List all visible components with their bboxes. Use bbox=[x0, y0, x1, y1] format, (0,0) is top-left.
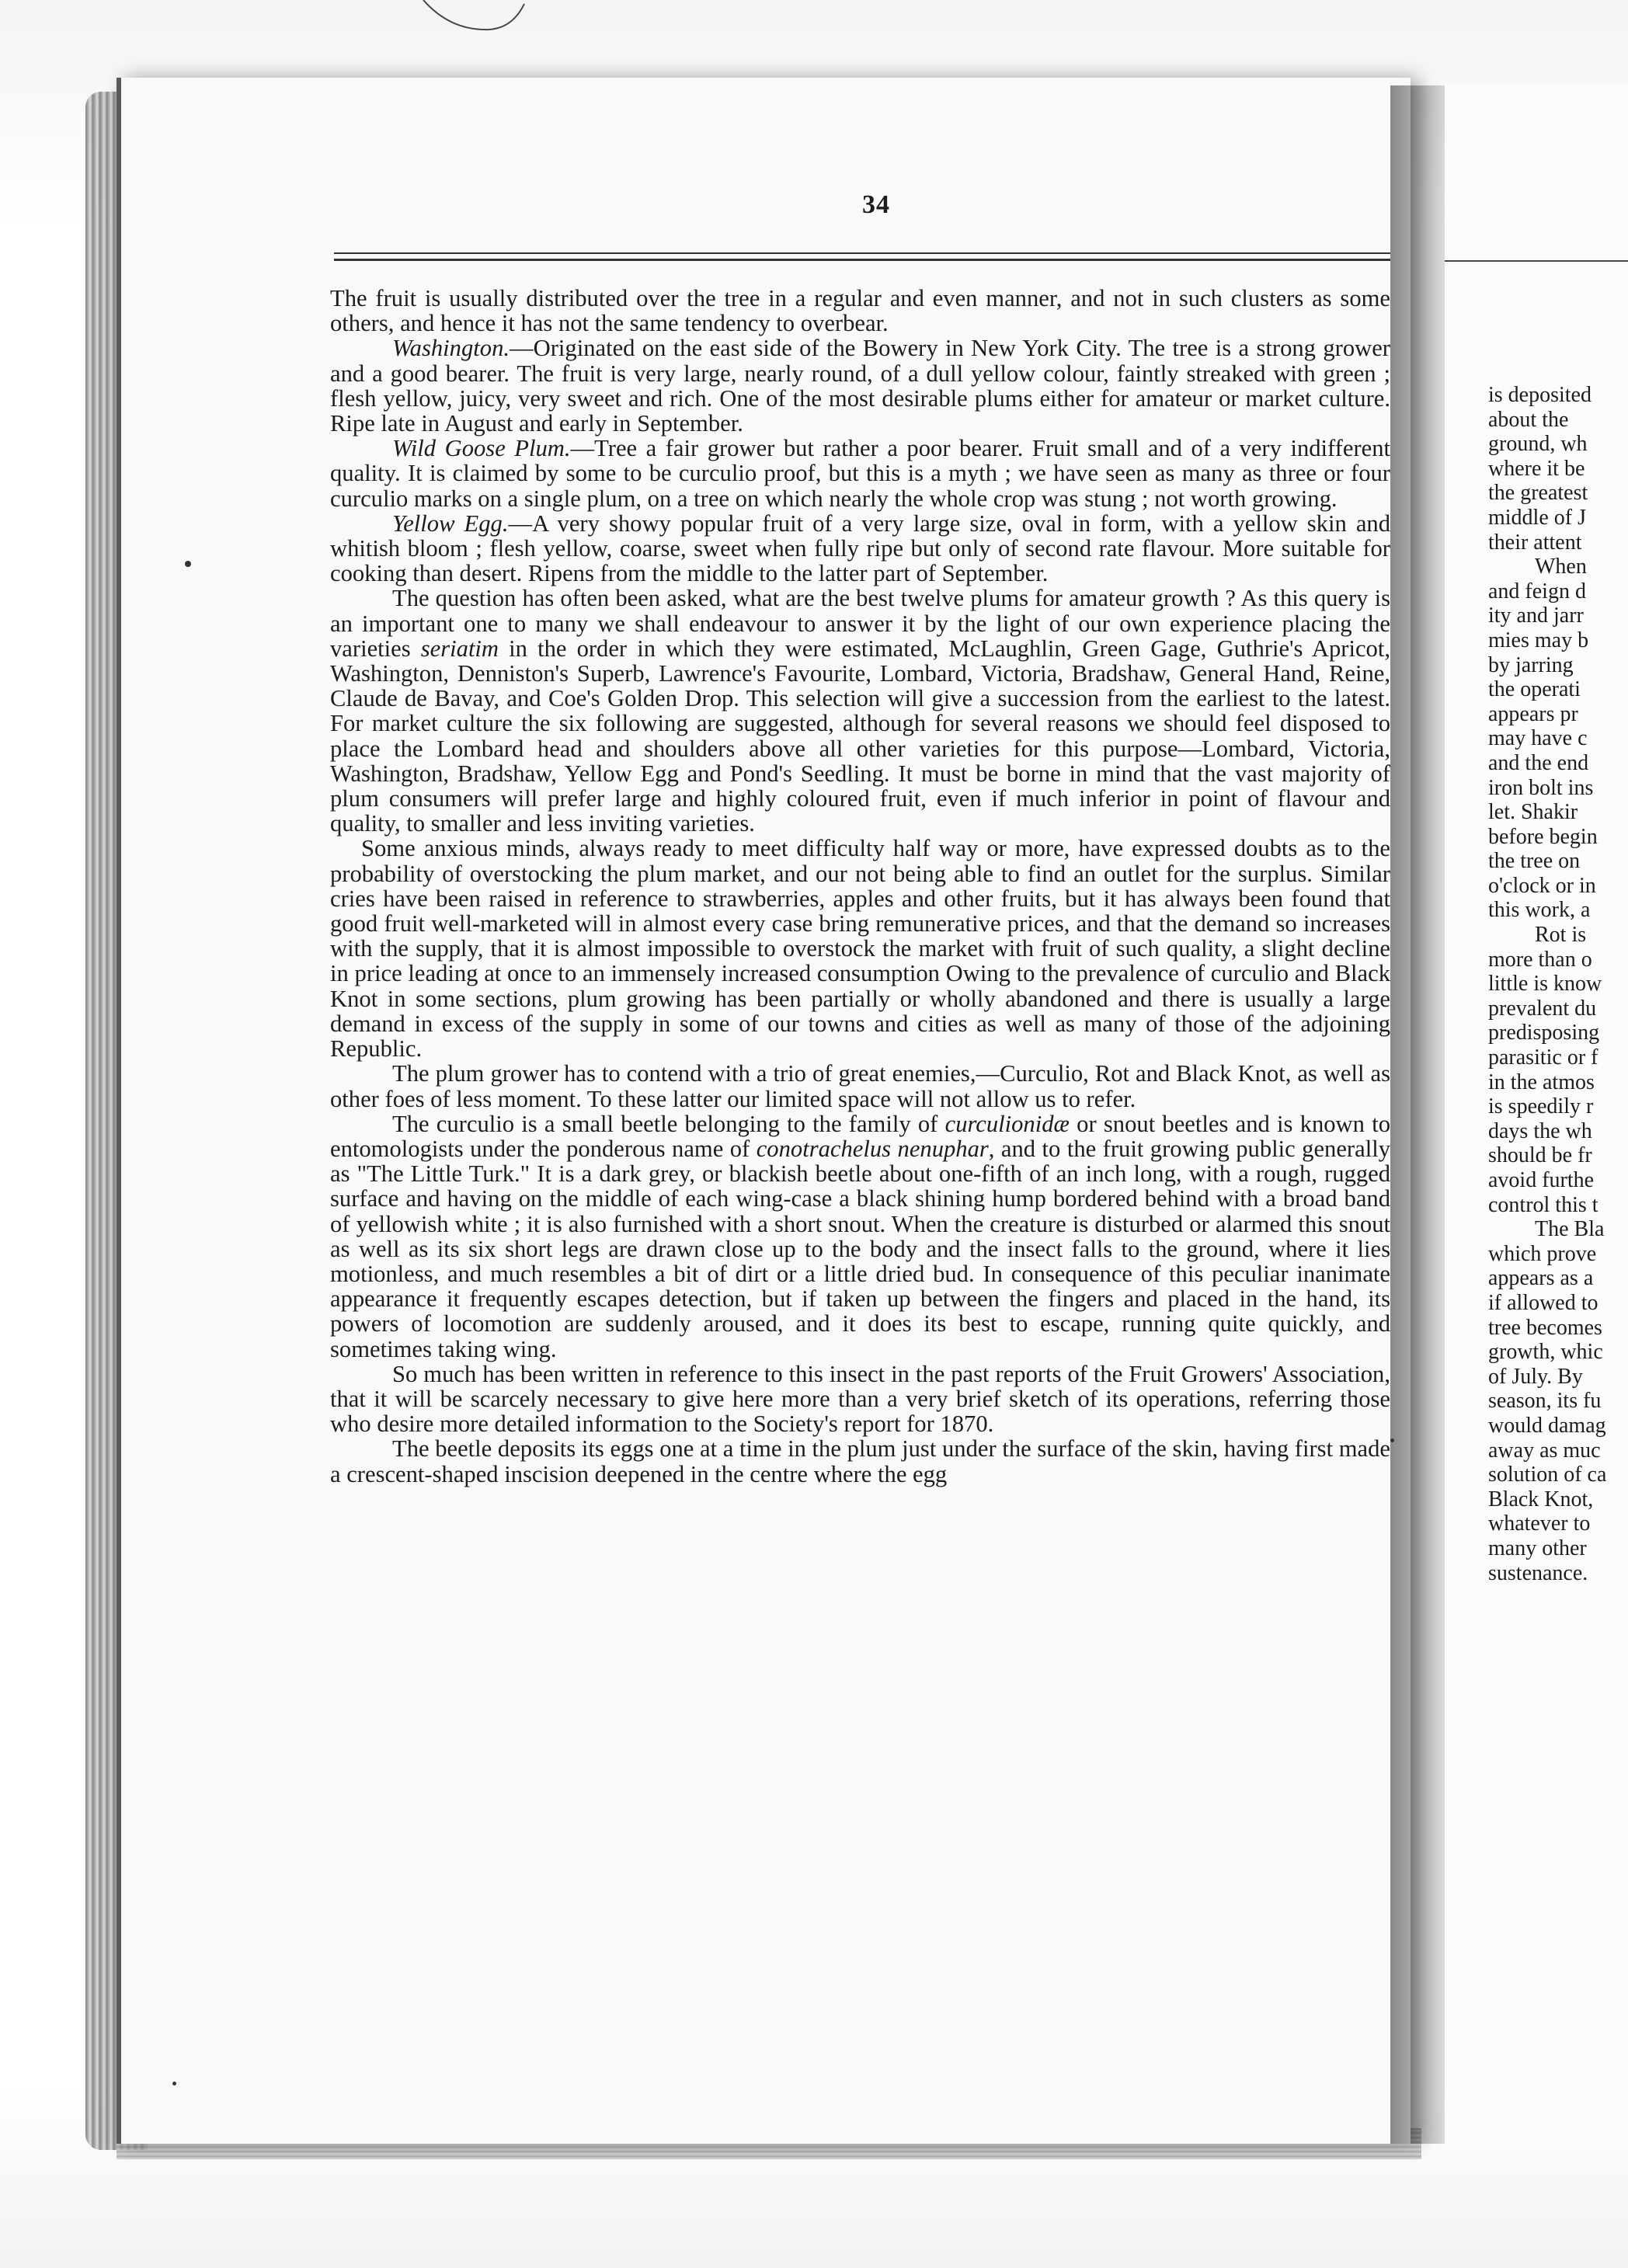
right-page-line: predisposing bbox=[1488, 1021, 1600, 1045]
right-page-line: the greatest bbox=[1488, 481, 1588, 506]
scan-speck bbox=[1390, 1438, 1394, 1442]
right-page-line: away as muc bbox=[1488, 1438, 1601, 1463]
right-page-line: prevalent du bbox=[1488, 996, 1597, 1021]
paragraph-best-twelve bbox=[330, 586, 1390, 836]
variety-name: Washington. bbox=[392, 335, 510, 362]
right-page-line: tree becomes bbox=[1488, 1315, 1602, 1340]
right-page-line: o'clock or in bbox=[1488, 873, 1596, 898]
right-page-line: many other bbox=[1488, 1536, 1587, 1560]
right-page-line: is deposited bbox=[1488, 383, 1591, 407]
right-page-rule bbox=[1445, 260, 1628, 262]
right-page-line: let. Shakir bbox=[1488, 800, 1578, 825]
right-page-line: if allowed to bbox=[1488, 1290, 1598, 1315]
paragraph-washington bbox=[330, 336, 1390, 436]
right-page-line: The Bla bbox=[1535, 1217, 1605, 1242]
right-page-line: in the atmos bbox=[1488, 1070, 1595, 1094]
right-page-line: When bbox=[1535, 555, 1587, 579]
right-page-line: is speedily r bbox=[1488, 1094, 1594, 1119]
paragraph-text: —Tree a fair grower but rather a poor bearer. Fruit small and of a very indifferent quality. It is claimed by some to be curculio proof, but this is a myth ; we have seen as many as three or four curculio marks on a single plum, on a tree on which nearly the whole crop was stung ; not worth growing. bbox=[330, 435, 1391, 512]
variety-name: Wild Goose Plum. bbox=[392, 435, 571, 462]
right-page-text bbox=[1488, 383, 1628, 1585]
right-page-line: days the wh bbox=[1488, 1118, 1592, 1143]
right-page-line: and feign d bbox=[1488, 579, 1586, 604]
page-number: 34 bbox=[862, 190, 890, 219]
paragraph-text: —A very showy popular fruit of a very large size, oval in form, with a yellow skin and whitish bloom ; flesh yellow, coarse, sweet when fully ripe but only of second rate flavour. More suitable for cooking than desert. Ripens from the middle to the latter part of September. bbox=[330, 510, 1390, 587]
scan-speck bbox=[185, 561, 191, 567]
paragraph-overstocking: Some anxious minds, always ready to meet difficulty half way or more, have expressed doubts as to the probability of overstocking the plum market, and our not being able to find an outlet for the surplus. Similar cries have been raised in reference to strawberries, apples and other fruits, but it has always been found that good fruit well-marketed will in almost every case bring remunerative prices, and that the demand so increases with the supply, that it is almost impossible to overstock the market with fruit of such quality, a slight decline in price leading at once to an immensely increased consumption Owing to the prevalence of curculio and Black Knot in some sections, plum growing has been partially or wholly abandoned and there is usually a large demand in excess of the supply in some of our towns and cities as well as many of those of the adjoining Republic. bbox=[330, 835, 1390, 1063]
paragraph-enemies: The plum grower has to contend with a trio of great enemies,—Curculio, Rot and Black Knot, as well as other foes of less moment. To these latter our limited space will not allow us to refer. bbox=[330, 1060, 1390, 1112]
header-rule-thick bbox=[334, 259, 1390, 261]
right-page-line: appears as a bbox=[1488, 1266, 1594, 1291]
right-page-line: would damag bbox=[1488, 1413, 1606, 1438]
right-page-line: which prove bbox=[1488, 1241, 1597, 1266]
right-page-line: whatever to bbox=[1488, 1511, 1591, 1536]
paragraph-yellow-egg bbox=[330, 511, 1390, 586]
paragraph-text: , and to the fruit growing public generally as "The Little Turk." It is a dark grey, or blackish beetle about one-fifth of an inch long, with a rough, rugged surface and having on the middle of each wing-case a black shining hump bordered behind with a broad band of yellowish white ; it is also furnished with a short snout. When the creature is disturbed or alarmed this snout as well as its six short legs are drawn close up to the body and the insect falls to the ground, where it lies motionless, and much resembles a bit of dirt or a little dried bud. In consequence of this peculiar inanimate appearance it frequently escapes detection, but if taken up between the fingers and placed in the hand, its powers of locomotion are suddenly aroused, and it does its best to escape, running quite quickly, and sometimes taking wing. bbox=[330, 1135, 1390, 1362]
right-page-line: growth, whic bbox=[1488, 1340, 1603, 1365]
scan-speck bbox=[172, 2082, 176, 2085]
right-page-line: of July. By bbox=[1488, 1364, 1583, 1389]
right-page-line: and the end bbox=[1488, 750, 1589, 775]
right-page-line: little is know bbox=[1488, 972, 1602, 997]
italic-term: seriatim bbox=[420, 635, 499, 662]
right-page-line: by jarring bbox=[1488, 652, 1574, 677]
variety-name: Yellow Egg. bbox=[392, 510, 509, 537]
paragraph-intro: The fruit is usually distributed over the tree in a regular and even manner, and not in such clusters as some others, and hence it has not the same tendency to overbear. bbox=[330, 285, 1390, 337]
right-page-line: the operati bbox=[1488, 677, 1581, 702]
right-page-line: should be fr bbox=[1488, 1143, 1592, 1168]
right-page-line: where it be bbox=[1488, 456, 1585, 481]
right-page-line: Rot is bbox=[1535, 923, 1587, 948]
right-page-line: the tree on bbox=[1488, 849, 1581, 874]
binding-thread-mark bbox=[419, 0, 528, 35]
right-page-line: their attent bbox=[1488, 530, 1582, 555]
right-page-line: parasitic or f bbox=[1488, 1045, 1598, 1070]
right-page-line: appears pr bbox=[1488, 701, 1578, 726]
paragraph-text: or snout beetles and is known to entomologists under the ponderous name of bbox=[330, 1110, 1390, 1162]
right-page-line: ground, wh bbox=[1488, 432, 1588, 457]
right-page-line: this work, a bbox=[1488, 898, 1591, 923]
paragraph-curculio bbox=[330, 1111, 1390, 1362]
right-page-line: solution of ca bbox=[1488, 1463, 1607, 1487]
paragraph-reports: So much has been written in reference to this insect in the past reports of the Fruit Growers' Association, that it will be scarcely necessary to give here more than a very brief sketch of its operations, referring those who desire more detailed information to the Society's report for 1870. bbox=[330, 1360, 1390, 1438]
italic-term: curculionidæ bbox=[944, 1110, 1070, 1137]
right-page-line: sustenance. bbox=[1488, 1560, 1588, 1585]
paragraph-text: The curculio is a small beetle belonging to the family of bbox=[392, 1110, 945, 1137]
header-rule-thin bbox=[334, 252, 1390, 254]
right-page-line: about the bbox=[1488, 407, 1569, 432]
right-page-line: season, its fu bbox=[1488, 1389, 1602, 1414]
paragraph-text: —Originated on the east side of the Bowery in New York City. The tree is a strong grower and a good bearer. The fruit is very large, nearly round, of a dull yellow colour, faintly streaked with green ; flesh yellow, juicy, very sweet and rich. One of the most desirable plums either for amateur or market culture. Ripe late in August and early in September. bbox=[330, 335, 1390, 437]
right-page-line: middle of J bbox=[1488, 505, 1586, 530]
right-page-line: ity and jarr bbox=[1488, 604, 1584, 628]
right-page-line: control this t bbox=[1488, 1192, 1598, 1217]
right-page bbox=[1445, 85, 1628, 2151]
right-page-line: mies may b bbox=[1488, 628, 1589, 652]
italic-term: conotrachelus nenuphar bbox=[756, 1135, 989, 1162]
paragraph-text: in the order in which they were estimated, McLaughlin, Green Gage, Guthrie's Apricot, Washington, Denniston's Superb, Lawrence's Favourite, Lombard, Victoria, Bradshaw, General Hand, Reine, Claude de Bavay, and Coe's Golden Drop. This selection will give a succession from the earliest to the latest. For market culture the six following are suggested, although for several reasons we should feel disposed to place the Lombard head and shoulders above all other varieties for this purpose—Lombard, Victoria, Washington, Bradshaw, Yellow Egg and Pond's Seedling. It must be borne in mind that the vast majority of plum consumers will prefer large and highly coloured fruit, even if much inferior in point of flavour and quality, to smaller and less inviting varieties. bbox=[330, 635, 1390, 837]
paragraph-beetle-eggs: The beetle deposits its eggs one at a time in the plum just under the surface of the skin, having first made a crescent-shaped inscision deepened in the centre where the egg bbox=[330, 1435, 1390, 1487]
paragraph-text: The question has often been asked, what are the best twelve plums for amateur growth ? As this query is an important one to many we shall endeavour to answer it by the light of our own experience placing the varieties bbox=[330, 585, 1390, 662]
body-text bbox=[330, 286, 1390, 1487]
right-page-line: Black Knot, bbox=[1488, 1487, 1594, 1511]
right-page-line: before begin bbox=[1488, 824, 1598, 849]
paragraph-wild-goose bbox=[330, 436, 1390, 511]
right-page-line: iron bolt ins bbox=[1488, 775, 1594, 800]
right-page-line: may have c bbox=[1488, 726, 1588, 751]
right-page-line: more than o bbox=[1488, 947, 1592, 972]
right-page-line: avoid furthe bbox=[1488, 1168, 1595, 1192]
